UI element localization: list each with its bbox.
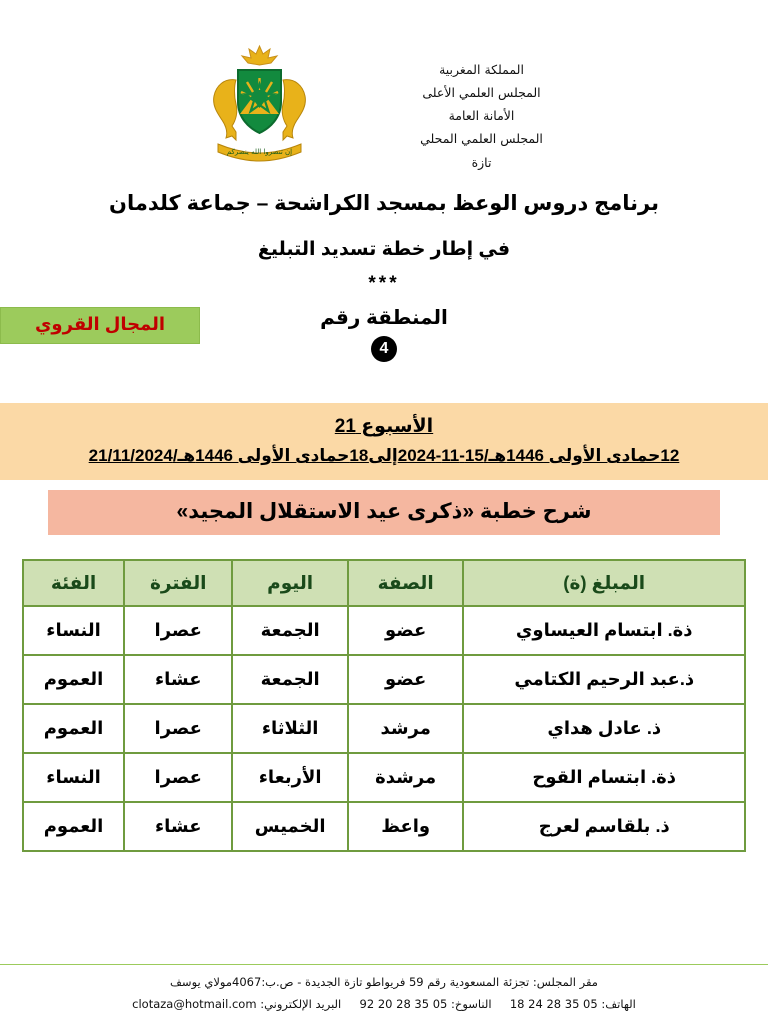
cell-period: عصرا bbox=[124, 606, 232, 655]
cell-name: ذة. ابتسام العيساوي bbox=[463, 606, 745, 655]
org-line-2: المجلس العلمي الأعلى bbox=[422, 85, 541, 101]
cell-period: عصرا bbox=[124, 704, 232, 753]
footer-fax-label: الناسوخ: bbox=[451, 997, 492, 1012]
column-header-period: الفترة bbox=[124, 560, 232, 606]
week-dates: 12حمادى الأولى 1446هـ/15-11-2024إلى18حمادى الأولى 1446هـ/21/11/2024 bbox=[88, 446, 680, 465]
cell-name: ذ.عبد الرحيم الكتامي bbox=[463, 655, 745, 704]
table-row bbox=[23, 606, 745, 655]
footer-contacts bbox=[0, 994, 768, 1016]
column-header-day: اليوم bbox=[232, 560, 348, 606]
cell-name: ذ. بلقاسم لعرج bbox=[463, 802, 745, 851]
footer-phone-value: 05 35 28 24 18 bbox=[509, 997, 598, 1012]
cell-role: مرشدة bbox=[348, 753, 464, 802]
cell-period: عصرا bbox=[124, 753, 232, 802]
cell-period: عشاء bbox=[124, 655, 232, 704]
cell-day: الثلاثاء bbox=[232, 704, 348, 753]
table-header-row bbox=[23, 560, 745, 606]
cell-day: الأربعاء bbox=[232, 753, 348, 802]
cell-name: ذة. ابتسام القوح bbox=[463, 753, 745, 802]
cell-role: مرشد bbox=[348, 704, 464, 753]
page-title: برنامج دروس الوعظ بمسجد الكراشحة – جماعة كلدمان bbox=[109, 192, 659, 215]
footer-address: مقر المجلس: تجزئة المسعودية رقم 59 فريواطو تازة الجديدة - ص.ب:4067مولاي يوسف bbox=[170, 975, 598, 990]
zone-number-badge: 4 bbox=[371, 336, 397, 362]
column-header-category: الفئة bbox=[23, 560, 124, 606]
org-line-5: تازة bbox=[471, 154, 492, 170]
cell-category: العموم bbox=[23, 655, 124, 704]
document-header bbox=[0, 0, 768, 175]
column-header-role: الصفة bbox=[348, 560, 464, 606]
moroccan-coat-of-arms-icon bbox=[192, 40, 327, 175]
cell-day: الجمعة bbox=[232, 655, 348, 704]
org-line-1: المملكة المغربية bbox=[439, 62, 524, 77]
page-subtitle: في إطار خطة تسديد التبليغ bbox=[257, 239, 511, 260]
table-row bbox=[23, 753, 745, 802]
table-row bbox=[23, 704, 745, 753]
footer-phone-label: الهاتف: bbox=[601, 997, 636, 1012]
svg-text:إن تنصروا الله ينصركم: إن تنصروا الله ينصركم bbox=[226, 148, 292, 156]
cell-role: عضو bbox=[348, 655, 464, 704]
cell-category: العموم bbox=[23, 802, 124, 851]
schedule-table-wrap bbox=[22, 559, 746, 852]
org-line-4: المجلس العلمي المحلي bbox=[420, 131, 543, 147]
footer-email-value[interactable]: clotaza@hotmail.com bbox=[132, 997, 257, 1012]
cell-category: العموم bbox=[23, 704, 124, 753]
cell-category: النساء bbox=[23, 606, 124, 655]
footer-fax-value: 05 35 28 20 92 bbox=[359, 997, 448, 1012]
org-line-3: الأمانة العامة bbox=[448, 108, 515, 124]
week-label: الأسبوع 21 bbox=[334, 416, 434, 437]
week-banner bbox=[0, 403, 768, 480]
cell-name: ذ. عادل هداي bbox=[463, 704, 745, 753]
cell-role: واعظ bbox=[348, 802, 464, 851]
khutba-banner: شرح خطبة «ذكرى عيد الاستقلال المجيد» bbox=[48, 490, 720, 535]
cell-category: النساء bbox=[23, 753, 124, 802]
cell-day: الجمعة bbox=[232, 606, 348, 655]
organization-block bbox=[387, 40, 577, 174]
footer-email-label: البريد الإلكتروني: bbox=[260, 997, 342, 1012]
zone-row bbox=[0, 305, 768, 397]
cell-day: الخميس bbox=[232, 802, 348, 851]
rural-area-badge: المجال القروي bbox=[0, 307, 200, 344]
column-header-name: المبلغ (ة) bbox=[463, 560, 745, 606]
table-row bbox=[23, 802, 745, 851]
cell-period: عشاء bbox=[124, 802, 232, 851]
separator-asterisks: *** bbox=[368, 273, 400, 294]
title-block bbox=[0, 191, 768, 295]
zone-label: المنطقة رقم bbox=[320, 307, 448, 329]
table-row bbox=[23, 655, 745, 704]
document-footer bbox=[0, 964, 768, 1016]
cell-role: عضو bbox=[348, 606, 464, 655]
schedule-table bbox=[22, 559, 746, 852]
